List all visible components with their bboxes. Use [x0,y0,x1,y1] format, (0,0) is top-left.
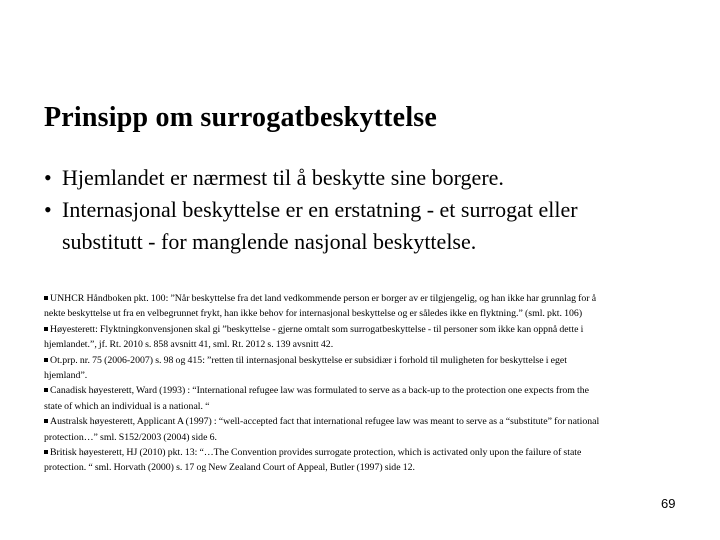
note-item [44,291,680,322]
note-item [44,414,680,445]
note-item [44,322,680,353]
note-text-continued: nekte beskyttelse ut fra en velbegrunnet frykt, han ikke behov for internasjonal beskyttelse og er således ikke en flyktning.” (sml. pkt. 106) [44,308,583,320]
note-text: Høyesterett: Flyktningkonvensjonen skal gi ”beskyttelse - gjerne omtalt som surrogatbeskyttelse - til personer som ikke kan oppnå dette i [50,323,584,335]
square-bullet-icon [44,296,48,300]
slide-title: Prinsipp om surrogatbeskyttelse [44,102,438,133]
note-text-continued: protection…” sml. S152/2003 (2004) side 6. [44,431,217,443]
square-bullet-icon [44,419,48,423]
bullet-dot-icon: • [44,165,52,190]
note-text: UNHCR Håndboken pkt. 100: ”Når beskyttelse fra det land vedkommende person er borger av er tilgjengelig, og han ikke har grunnlag for å [50,293,597,304]
bullet-item [44,194,684,258]
square-bullet-icon [44,358,48,362]
square-bullet-icon [44,388,48,392]
note-text-continued: hjemlandet.”, jf. Rt. 2010 s. 858 avsnitt 41, sml. Rt. 2012 s. 139 avsnitt 42. [44,339,334,351]
note-text-continued: state of which an individual is a national. “ [44,400,210,412]
note-text: Ot.prp. nr. 75 (2006-2007) s. 98 og 415: ”retten til internasjonal beskyttelse er subsidiær i forhold til muligheten for beskyttelse i eget [50,354,567,366]
square-bullet-icon [44,450,48,454]
bullet-text: Internasjonal beskyttelse er en erstatning - et surrogat eller [62,197,578,222]
note-item [44,353,680,384]
note-text: Canadisk høyesterett, Ward (1993) : “International refugee law was formulated to serve as a back-up to the protection one expects from the [50,385,589,397]
note-text: Britisk høyesterett, HJ (2010) pkt. 13: “…The Convention provides surrogate protection, which is activated only upon the failure of state [50,447,582,459]
bullet-item [44,162,684,194]
bullet-dot-icon: • [44,197,52,222]
note-item [44,383,680,414]
bullet-list [44,162,684,258]
square-bullet-icon [44,327,48,331]
note-text: Australsk høyesterett, Applicant A (1997) : “well-accepted fact that international refugee law was meant to serve as a “substitute” for national [50,416,600,428]
reference-notes [44,291,680,476]
bullet-text: Hjemlandet er nærmest til å beskytte sine borgere. [62,165,504,190]
page-number: 69 [661,496,676,511]
note-item [44,445,680,476]
note-text-continued: hjemland”. [44,370,88,382]
bullet-text-continued: substitutt - for manglende nasjonal beskyttelse. [62,229,477,254]
note-text-continued: protection. “ sml. Horvath (2000) s. 17 og New Zealand Court of Appeal, Butler (1997) side 12. [44,462,415,474]
